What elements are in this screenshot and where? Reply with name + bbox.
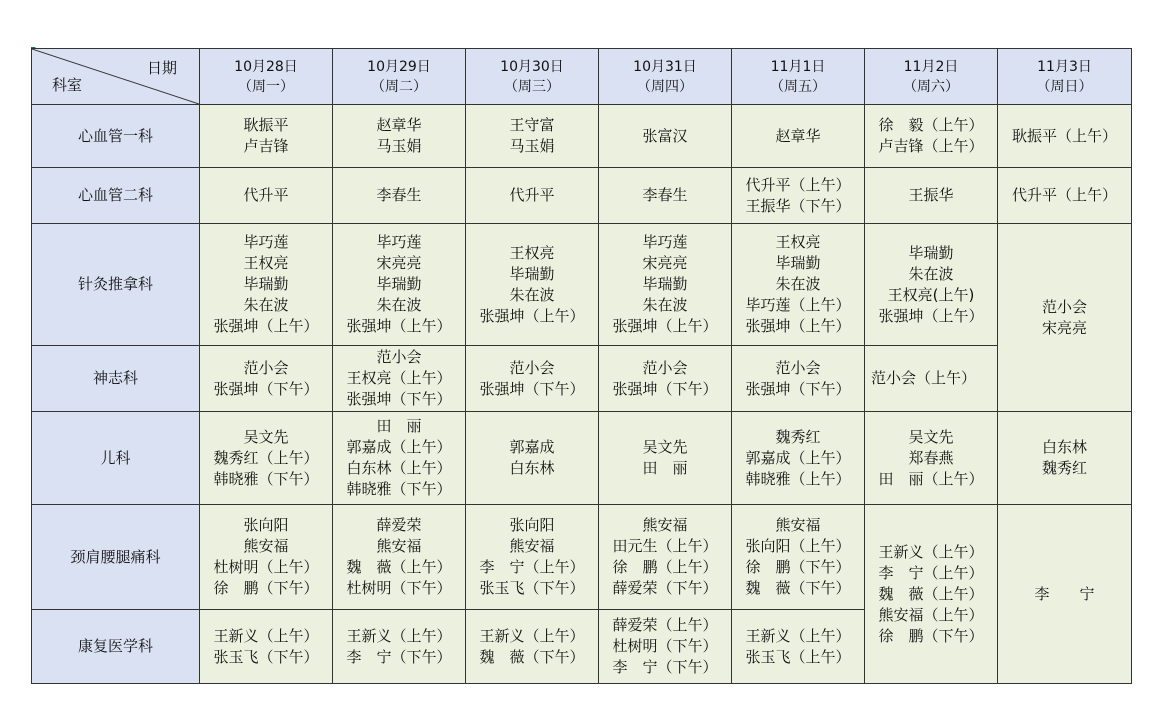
duty-cell: [200, 412, 333, 505]
dept-label-spine: 颈肩腰腿痛科: [32, 505, 200, 610]
duty-name: 王振华: [908, 186, 954, 204]
duty-cell: [599, 610, 732, 684]
day-date: 10月30日: [500, 58, 564, 75]
duty-cell: [466, 224, 599, 346]
duty-cell: [466, 505, 599, 610]
duty-name: 张向阳: [509, 516, 555, 534]
dept-label-rehab: 康复医学科: [32, 610, 200, 684]
duty-name: 王权亮（上午）: [346, 369, 452, 387]
duty-name: 李 宁（上午）: [878, 563, 984, 582]
duty-cell: [466, 610, 599, 684]
day-weekday: （周五）: [770, 78, 826, 95]
duty-name: 韩晓雅（下午）: [213, 469, 319, 488]
dept-label-cardio1: 心血管一科: [32, 105, 200, 168]
duty-name: 薛爱荣（上午）: [612, 616, 718, 634]
duty-cell: [599, 224, 732, 346]
duty-name: 朱在波: [509, 285, 555, 304]
duty-name: 毕瑞勤: [509, 264, 555, 283]
duty-name: 毕巧莲（上午）: [745, 296, 851, 314]
dept-label-pediatrics: 儿科: [32, 412, 200, 505]
duty-cell: [599, 168, 732, 224]
duty-cell: [200, 505, 333, 610]
duty-name: 郭嘉成（上午）: [745, 448, 851, 467]
duty-name: 马玉娟: [509, 137, 555, 155]
duty-name: 田 丽: [376, 417, 422, 435]
day-date: 11月2日: [903, 58, 959, 75]
duty-name: 张强坤（上午）: [745, 317, 851, 335]
duty-cell: [466, 412, 599, 505]
duty-name: 耿振平（上午）: [1011, 126, 1117, 145]
duty-cell: [865, 346, 998, 412]
row-cardio1: [32, 105, 1132, 168]
duty-cell: [333, 346, 466, 412]
row-neuro: [32, 346, 1132, 412]
duty-name: 毕瑞勤: [775, 254, 821, 272]
duty-name: 朱在波: [908, 264, 954, 283]
duty-name: 张强坤（下午）: [346, 390, 452, 408]
duty-cell: [466, 346, 599, 412]
duty-name: 韩晓雅（上午）: [745, 469, 851, 488]
duty-name: 杜树明（上午）: [213, 558, 319, 576]
duty-name: 李春生: [642, 186, 688, 204]
duty-name: 朱在波: [642, 296, 688, 314]
duty-name: 张强坤（上午）: [479, 306, 585, 325]
duty-name: 魏秀红: [1041, 459, 1087, 477]
duty-name: 朱在波: [376, 296, 422, 314]
duty-name: 郑春燕: [908, 448, 954, 467]
duty-cell: [865, 412, 998, 505]
duty-name: 李 宁（下午）: [612, 658, 718, 676]
duty-name: 范小会（上午）: [871, 369, 977, 387]
duty-name: 魏 薇（上午）: [346, 558, 452, 576]
duty-cell: [333, 505, 466, 610]
duty-name: 李 宁（上午）: [479, 558, 585, 576]
duty-name: 耿振平: [243, 116, 289, 134]
corner-dept-label: 科室: [52, 76, 83, 94]
duty-cell: [732, 346, 865, 412]
day-weekday: （周三）: [504, 78, 560, 95]
duty-name: 徐 鹏（下午）: [745, 558, 851, 576]
duty-name: 魏 薇（下午）: [479, 647, 585, 666]
row-cardio2: [32, 168, 1132, 224]
duty-name: 徐 鹏（下午）: [213, 579, 319, 597]
duty-name: 王权亮(上午): [887, 285, 975, 304]
duty-name: 张玉飞（上午）: [745, 647, 851, 666]
duty-name: 宋亮亮: [1041, 318, 1087, 337]
duty-cell: [200, 610, 333, 684]
duty-cell: [466, 168, 599, 224]
duty-name: 张富汉: [642, 126, 688, 145]
duty-name: 白东林: [1041, 438, 1087, 456]
duty-name: 张强坤（下午）: [745, 379, 851, 398]
duty-name: 张玉飞（下午）: [479, 579, 585, 597]
duty-name: 徐 鹏（上午）: [612, 558, 718, 576]
day-date: 11月3日: [1037, 58, 1092, 75]
duty-name: 范小会: [1041, 297, 1087, 316]
duty-name: 代升平: [509, 186, 555, 204]
duty-name: 王权亮: [509, 243, 555, 262]
duty-name: 熊安福: [243, 537, 289, 555]
duty-name: 李 宁: [1034, 584, 1095, 603]
duty-cell: [732, 610, 865, 684]
duty-name: 韩晓雅（下午）: [346, 480, 452, 498]
duty-name: 王新义（上午）: [479, 626, 585, 645]
duty-name: 卢吉锋: [243, 137, 289, 155]
duty-name: 杜树明（下午）: [612, 637, 718, 655]
duty-cell: [998, 105, 1132, 168]
duty-name: 范小会: [642, 358, 688, 377]
day-date: 10月29日: [367, 58, 431, 75]
duty-name: 张强坤（上午）: [346, 317, 452, 335]
day-header: [998, 49, 1132, 105]
duty-name: 毕瑞勤: [243, 275, 289, 293]
duty-name: 熊安福（上午）: [878, 605, 984, 624]
duty-cell: [732, 224, 865, 346]
duty-name: 张强坤（上午）: [878, 306, 984, 325]
duty-name: 毕巧莲: [642, 233, 688, 251]
duty-name: 魏 薇（下午）: [745, 579, 851, 597]
duty-schedule-table: [31, 48, 1132, 684]
duty-name: 田元生（上午）: [612, 537, 718, 555]
duty-name: 朱在波: [243, 296, 289, 314]
duty-cell: [466, 105, 599, 168]
duty-name: 范小会: [376, 348, 422, 366]
duty-name: 赵章华: [775, 126, 821, 145]
duty-name: 吴文先: [642, 438, 688, 456]
day-weekday: （周一）: [238, 78, 294, 95]
duty-name: 熊安福: [376, 537, 422, 555]
day-header: [200, 49, 333, 105]
duty-cell: [865, 224, 998, 346]
duty-cell: [599, 412, 732, 505]
duty-cell: [333, 412, 466, 505]
duty-name: 王新义（上午）: [878, 542, 984, 561]
duty-name: 吴文先: [243, 427, 289, 446]
duty-name: 熊安福: [642, 516, 688, 534]
corner-date-label: 日期: [146, 59, 177, 77]
corner-cell: [32, 49, 200, 105]
duty-name: 范小会: [775, 358, 821, 377]
day-weekday: （周六）: [903, 78, 959, 95]
header-row: [32, 49, 1132, 105]
duty-cell: [599, 346, 732, 412]
row-acupuncture: [32, 224, 1132, 346]
duty-name: 张强坤（下午）: [213, 379, 319, 398]
duty-name: 田 丽: [642, 459, 688, 477]
duty-name: 代升平（上午）: [1011, 186, 1117, 204]
duty-name: 王权亮: [243, 254, 289, 272]
duty-name: 张玉飞（下午）: [213, 647, 319, 666]
duty-cell: [599, 105, 732, 168]
dept-label-neuro: 神志科: [32, 346, 200, 412]
duty-name: 徐 鹏（下午）: [878, 626, 984, 645]
duty-name: 卢吉锋（上午）: [878, 137, 984, 155]
duty-name: 王守富: [509, 116, 555, 134]
duty-name: 毕瑞勤: [908, 243, 954, 262]
duty-name: 王新义（上午）: [213, 626, 319, 645]
duty-name: 薛爱荣（下午）: [612, 579, 718, 597]
duty-name: 代升平: [243, 186, 289, 204]
duty-name: 王新义（上午）: [346, 626, 452, 645]
duty-cell: [998, 505, 1132, 684]
day-weekday: （周二）: [371, 78, 427, 95]
duty-name: 王新义（上午）: [745, 626, 851, 645]
duty-cell: [333, 224, 466, 346]
duty-name: 朱在波: [775, 275, 821, 293]
duty-name: 毕巧莲: [376, 233, 422, 251]
duty-cell: [998, 224, 1132, 412]
duty-cell: [998, 168, 1132, 224]
duty-name: 毕瑞勤: [376, 275, 422, 293]
duty-name: 代升平（上午）: [745, 175, 851, 194]
duty-name: 薛爱荣: [376, 516, 422, 534]
duty-name: 魏秀红: [775, 427, 821, 446]
day-date: 11月1日: [770, 58, 826, 75]
duty-cell: [732, 412, 865, 505]
duty-name: 郭嘉成: [509, 438, 555, 456]
duty-cell: [732, 168, 865, 224]
dept-label-acupuncture: 针灸推拿科: [32, 224, 200, 346]
day-weekday: （周日）: [1036, 78, 1093, 95]
duty-name: 马玉娟: [376, 137, 422, 155]
duty-cell: [200, 168, 333, 224]
day-header: [599, 49, 732, 105]
duty-name: 郭嘉成（上午）: [346, 438, 452, 456]
duty-name: 吴文先: [908, 427, 954, 446]
day-header: [865, 49, 998, 105]
row-spine: [32, 505, 1132, 610]
duty-name: 杜树明（下午）: [346, 579, 452, 597]
duty-name: 魏 薇（上午）: [878, 584, 984, 603]
duty-name: 白东林（上午）: [346, 459, 452, 477]
dept-label-cardio2: 心血管二科: [32, 168, 200, 224]
duty-name: 范小会: [243, 358, 289, 377]
day-header: [732, 49, 865, 105]
duty-name: 徐 毅（上午）: [878, 116, 984, 134]
duty-cell: [333, 168, 466, 224]
duty-name: 范小会: [509, 358, 555, 377]
duty-name: 魏秀红（上午）: [213, 448, 319, 467]
duty-name: 毕瑞勤: [642, 275, 688, 293]
duty-cell: [732, 505, 865, 610]
duty-name: 王权亮: [775, 233, 821, 251]
duty-name: 赵章华: [376, 116, 422, 134]
duty-name: 张强坤（下午）: [612, 379, 718, 398]
duty-name: 张向阳（上午）: [745, 537, 851, 555]
duty-cell: [865, 105, 998, 168]
duty-cell: [865, 168, 998, 224]
duty-name: 宋亮亮: [376, 254, 422, 272]
duty-name: 白东林: [509, 459, 555, 477]
duty-name: 张强坤（下午）: [479, 379, 585, 398]
duty-name: 李 宁（下午）: [346, 647, 452, 666]
duty-name: 熊安福: [775, 516, 821, 534]
duty-cell: [998, 412, 1132, 505]
duty-name: 张强坤（上午）: [612, 317, 718, 335]
day-header: [466, 49, 599, 105]
duty-name: 张向阳: [243, 516, 289, 534]
duty-cell: [333, 105, 466, 168]
duty-cell: [333, 610, 466, 684]
duty-cell: [200, 105, 333, 168]
duty-name: 王振华（下午）: [745, 196, 851, 215]
duty-name: 毕巧莲: [243, 233, 289, 251]
duty-cell: [200, 346, 333, 412]
duty-name: 李春生: [376, 186, 422, 204]
day-date: 10月31日: [633, 58, 697, 75]
duty-name: 张强坤（上午）: [213, 317, 319, 335]
day-date: 10月28日: [234, 58, 298, 75]
day-weekday: （周四）: [637, 78, 693, 95]
row-pediatrics: [32, 412, 1132, 505]
duty-name: 熊安福: [509, 537, 555, 555]
duty-cell: [599, 505, 732, 610]
duty-name: 田 丽（上午）: [878, 469, 984, 488]
duty-cell: [732, 105, 865, 168]
duty-name: 宋亮亮: [642, 254, 688, 272]
day-header: [333, 49, 466, 105]
duty-cell: [200, 224, 333, 346]
duty-cell: [865, 505, 998, 684]
